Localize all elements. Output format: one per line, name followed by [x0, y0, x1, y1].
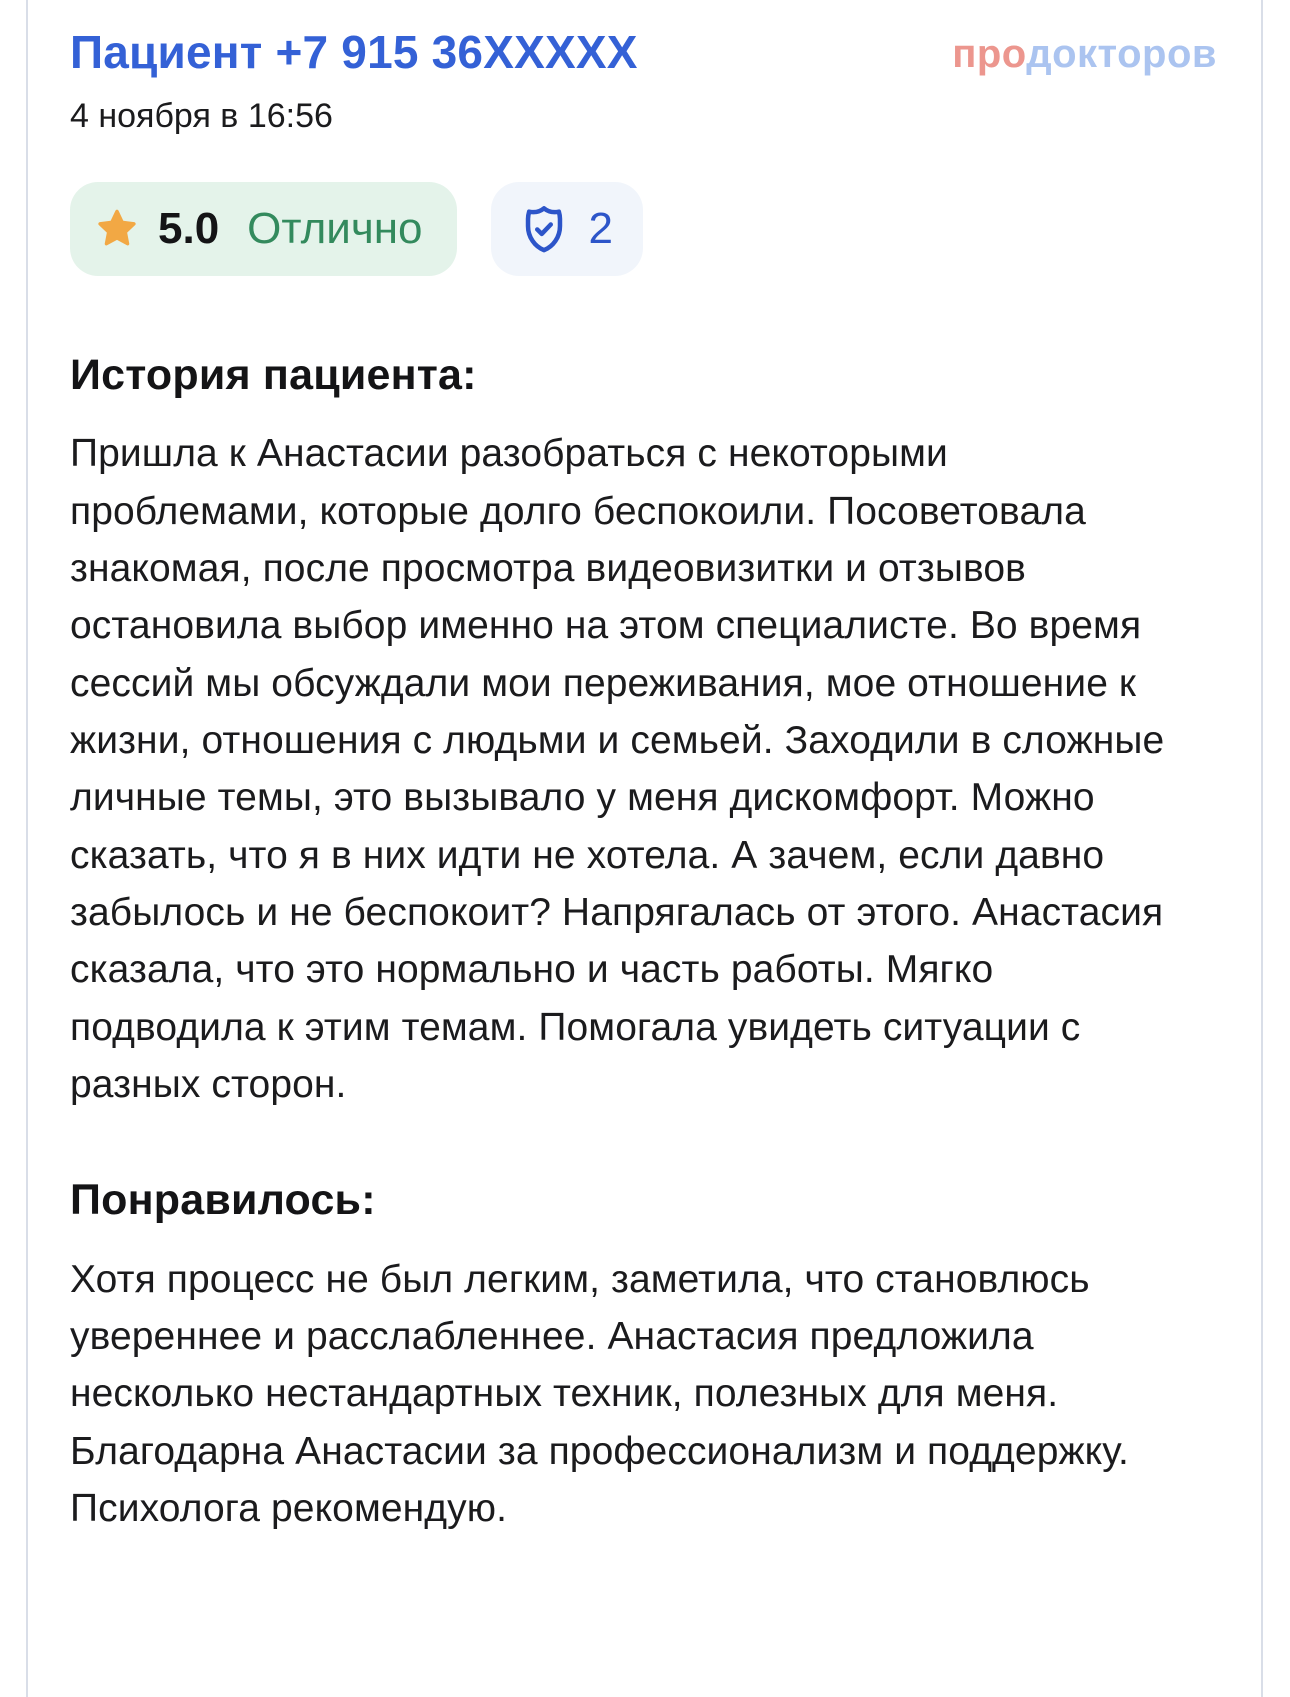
review-date: 4 ноября в 16:56 — [70, 96, 333, 135]
section-heading-liked: Понравилось: — [70, 1176, 376, 1225]
logo-part-doctors: докторов — [1026, 32, 1217, 76]
liked-text: Хотя процесс не был легким, заметила, что становлюсь увереннее и расслабленнее. Анастасия предложила несколько нестандартных техник, полезных для меня. Благодарна Анастасии за профессионализм и поддержку. Психолога рекомендую. — [70, 1257, 1129, 1531]
verified-count: 2 — [588, 203, 614, 253]
badges-row — [70, 182, 1217, 276]
rating-score: 5.0 — [158, 203, 220, 253]
rating-verdict: Отлично — [247, 203, 423, 253]
review-header — [70, 24, 1217, 82]
history-text: Пришла к Анастасии разобраться с некоторыми проблемами, которые долго беспокоили. Посоветовала знакомая, после просмотра видеовизитки и отзывов остановила выбор именно на этом специалисте. Во время сессий мы обсуждали мои переживания, мое отношение к жизни, отношения с людьми и семьей. Заходили в сложные личные темы, это вызывало у меня дискомфорт. Можно сказать, что я в них идти не хотела. А зачем, если давно забылось и не беспокоит? Напрягалась от этого. Анастасия сказала, что это нормально и часть работы. Мягко подводила к этим темам. Помогала увидеть ситуации с разных сторон. — [70, 432, 1165, 1106]
verified-badge[interactable] — [491, 182, 643, 276]
prodoctorov-logo — [952, 24, 1217, 77]
review-card — [26, 0, 1263, 1697]
section-heading-history: История пациента: — [70, 350, 477, 399]
star-icon — [94, 206, 140, 252]
logo-part-pro: про — [952, 32, 1027, 76]
shield-check-icon — [517, 202, 571, 256]
rating-badge — [70, 182, 457, 276]
patient-link[interactable]: Пациент +7 915 36XXXXX — [70, 26, 638, 78]
